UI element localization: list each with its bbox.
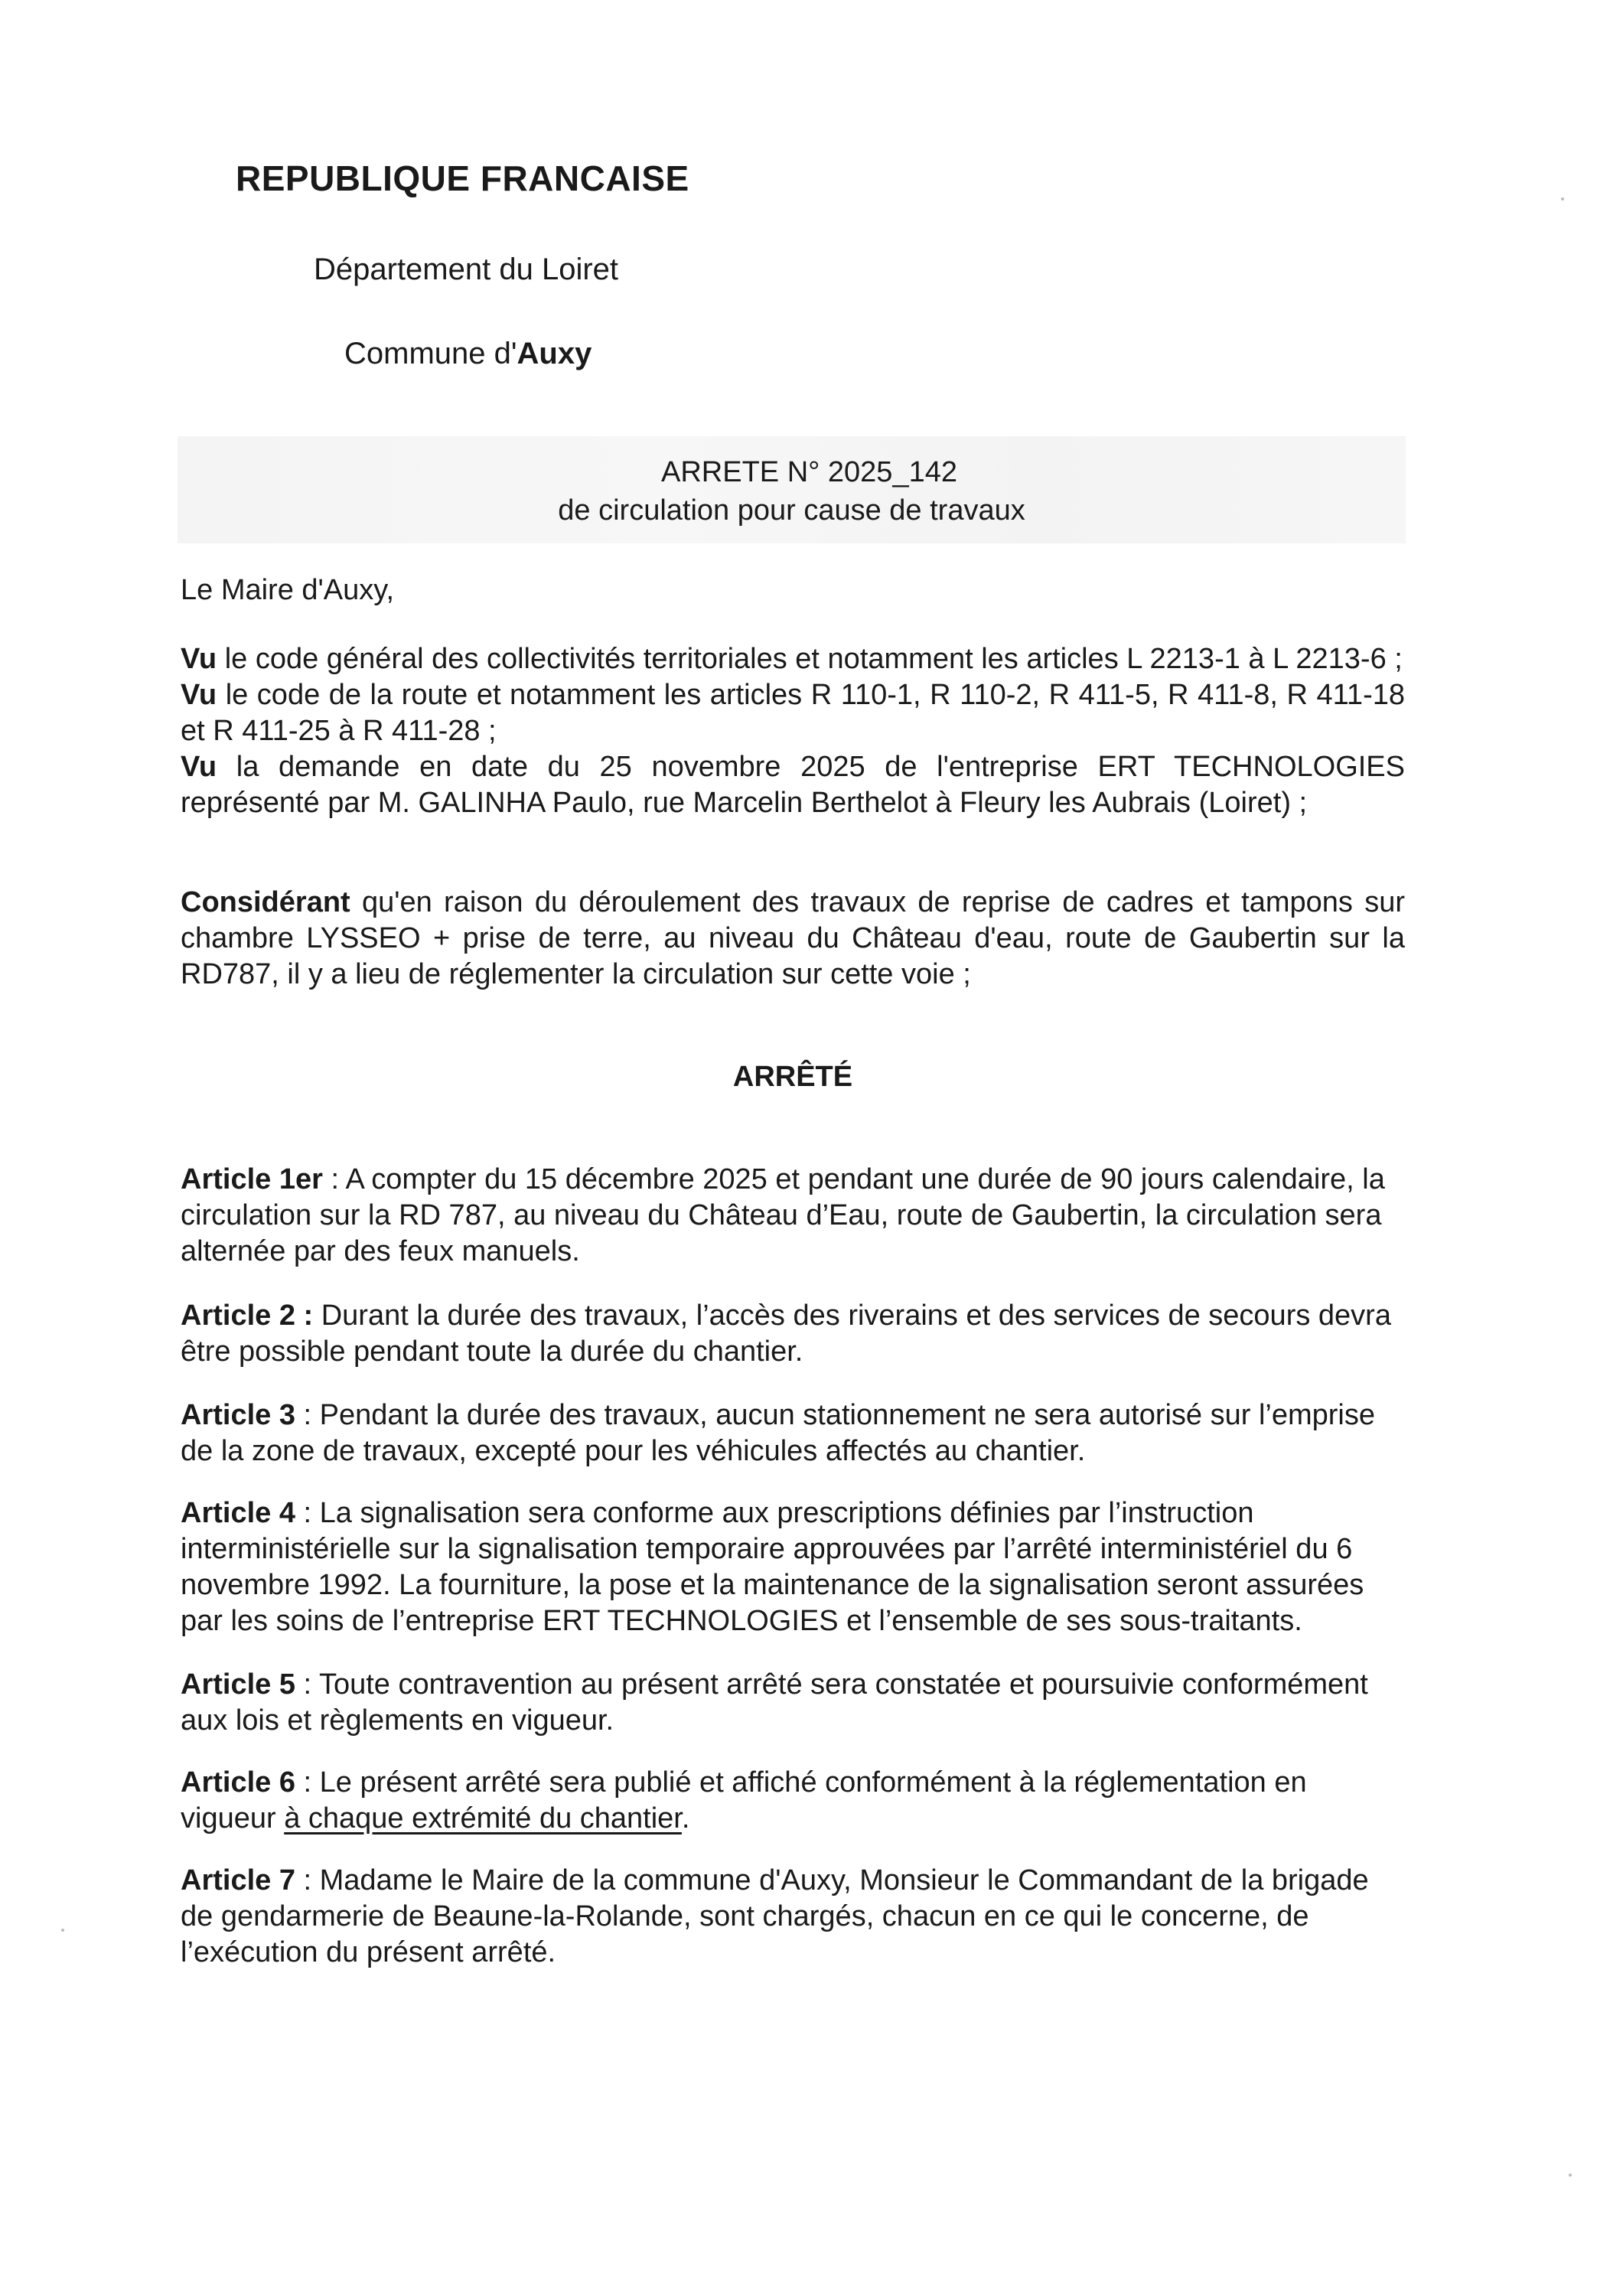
article-label: Article 3 (181, 1399, 295, 1431)
commune-line (344, 337, 592, 371)
article-underlined-text: à chaque extrémité du chantier (284, 1802, 682, 1835)
article-label: Article 6 (181, 1766, 295, 1799)
vu-label: Vu (181, 751, 217, 783)
article-label: Article 2 : (181, 1300, 314, 1332)
title-shading (178, 436, 1406, 543)
republique-heading: REPUBLIQUE FRANCAISE (236, 158, 689, 198)
vu-text: la demande en date du 25 novembre 2025 de l'entreprise ERT TECHNOLOGIES représenté par M. GALINHA Paulo, rue Marcelin Berthelot à Fleury les Aubrais (Loiret) ; (181, 751, 1405, 819)
vu-paragraph (181, 677, 1405, 749)
article-1 (181, 1162, 1405, 1270)
vu-text: le code de la route et notamment les articles R 110-1, R 110-2, R 411-5, R 411-8, R 411-18 et R 411-25 à R 411-28 ; (181, 679, 1405, 747)
article-text: : Toute contravention au présent arrêté sera constatée et poursuivie conformément aux lois et règlements en vigueur. (181, 1668, 1368, 1737)
vu-text: le code général des collectivités territoriales et notamment les articles L 2213-1 à L 2213-6 ; (217, 643, 1403, 675)
vu-label: Vu (181, 679, 217, 711)
article-label: Article 1er (181, 1163, 323, 1195)
article-2 (181, 1298, 1405, 1370)
arrete-heading: ARRÊTÉ (732, 1061, 853, 1093)
scan-speck (1569, 2174, 1572, 2177)
article-text: : Pendant la durée des travaux, aucun stationnement ne sera autorisé sur l’emprise de la zone de travaux, excepté pour les véhicules affectés au chantier. (181, 1399, 1375, 1467)
vu-paragraph (181, 749, 1405, 821)
article-7 (181, 1863, 1405, 1971)
vu-label: Vu (181, 643, 217, 675)
arrete-subject: de circulation pour cause de travaux (558, 494, 1025, 527)
article-text: : Madame le Maire de la commune d'Auxy, Monsieur le Commandant de la brigade de gendarmerie de Beaune-la-Rolande, sont chargés, chacun en ce qui le concerne, de l’exécution du présent arrêté. (181, 1864, 1369, 1968)
article-text: : Le présent arrêté sera publié et affiché conformément à la réglementation en vigueur (181, 1766, 1307, 1835)
considerant-paragraph (181, 885, 1405, 993)
article-text: Durant la durée des travaux, l’accès des riverains et des services de secours devra être possible pendant toute la durée du chantier. (181, 1300, 1391, 1368)
article-label: Article 5 (181, 1668, 295, 1701)
departement-line: Département du Loiret (314, 253, 619, 286)
article-3 (181, 1397, 1405, 1469)
article-text: : A compter du 15 décembre 2025 et pendant une durée de 90 jours calendaire, la circulation sur la RD 787, au niveau du Château d’Eau, route de Gaubertin, la circulation sera alternée par des feux manuels. (181, 1163, 1385, 1267)
considerant-text: qu'en raison du déroulement des travaux de reprise de cadres et tampons sur chambre LYSSEO + prise de terre, au niveau du Château d'eau, route de Gaubertin sur la RD787, il y a lieu de réglementer la circulation sur cette voie ; (181, 886, 1405, 990)
article-5 (181, 1667, 1405, 1739)
article-4 (181, 1495, 1405, 1639)
arrete-number: ARRETE N° 2025_142 (661, 456, 957, 488)
considerant-label: Considérant (181, 886, 350, 918)
scan-speck (61, 1929, 64, 1932)
article-label: Article 4 (181, 1497, 295, 1529)
vu-block (181, 641, 1405, 821)
article-suffix: . (681, 1802, 690, 1835)
article-6 (181, 1765, 1405, 1837)
commune-name: Auxy (517, 337, 592, 370)
article-label: Article 7 (181, 1864, 295, 1896)
maire-line: Le Maire d'Auxy, (181, 574, 395, 606)
scan-speck (1561, 197, 1564, 201)
commune-prefix: Commune d' (344, 337, 517, 370)
considerant-text-block (181, 885, 1405, 993)
article-text: : La signalisation sera conforme aux prescriptions définies par l’instruction interministérielle sur la signalisation temporaire approuvées par l’arrêté interministériel du 6 novembre 1992. La fourniture, la pose et la maintenance de la signalisation seront assurées par les soins de l’entreprise ERT TECHNOLOGIES et l’ensemble de ses sous-traitants. (181, 1497, 1364, 1637)
vu-paragraph (181, 641, 1405, 677)
